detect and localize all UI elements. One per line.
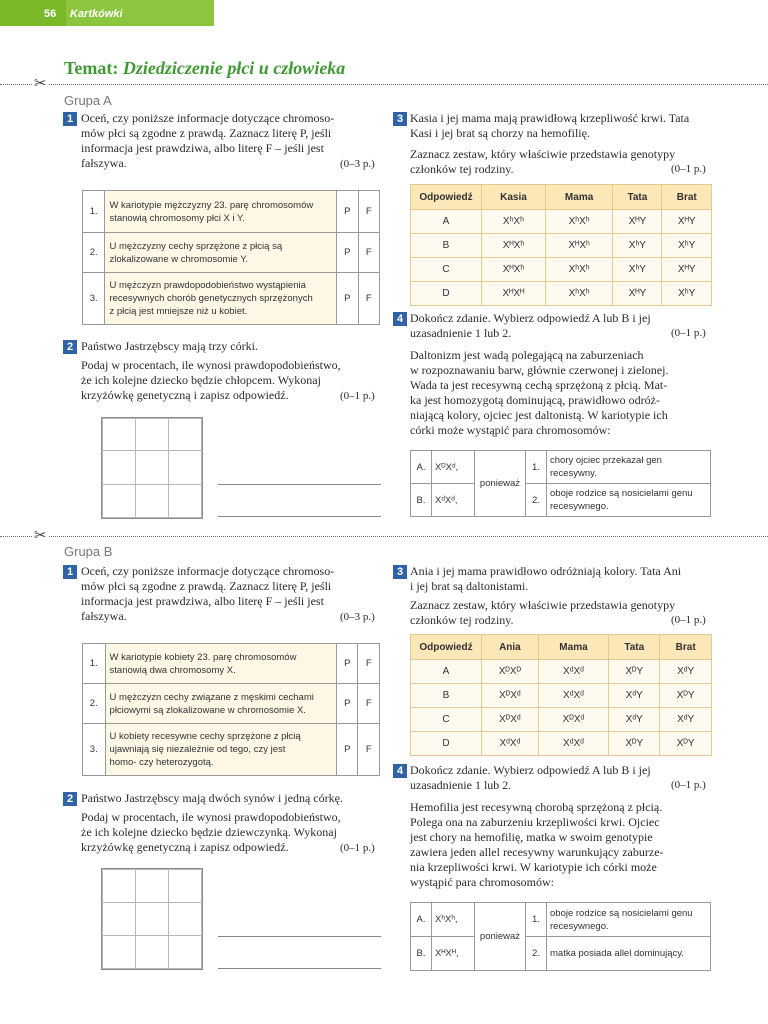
text-line: ka jest homozygotą dominującą, prawidłowo odróż- xyxy=(410,393,660,407)
page-number: 56 xyxy=(0,0,66,26)
title-topic: Dziedziczenie płci u człowieka xyxy=(122,58,346,78)
table-row[interactable] xyxy=(411,258,712,282)
text-line: recesywnego. xyxy=(550,920,609,932)
statement xyxy=(105,191,337,233)
table-row xyxy=(83,644,380,684)
punnett-grid[interactable] xyxy=(101,868,203,970)
option-p[interactable]: P xyxy=(337,233,358,273)
answer-table xyxy=(410,902,711,971)
row-number: 2. xyxy=(83,233,105,273)
text-line: zawiera jeden allel recesywny warunkujący zaburze- xyxy=(410,845,664,859)
column-header: Mama xyxy=(538,635,608,660)
option-f[interactable]: F xyxy=(358,644,380,684)
text-line: Kasia i jej mama mają prawidłową krzepliwość krwi. Tata xyxy=(410,111,690,125)
text-line: Dokończ zdanie. Wybierz odpowiedź A lub B i jej xyxy=(410,763,651,777)
text-line: U mężczyzny cechy sprzężone z płcią są xyxy=(109,240,283,252)
table-row xyxy=(83,273,380,325)
text-line: ujawniają się niezależnie od tego, czy jest xyxy=(109,744,286,755)
table-row[interactable] xyxy=(411,210,712,234)
text-line: nia krzepliwości krwi. W kariotypie ich córki może xyxy=(410,860,657,874)
row-number: 1. xyxy=(83,191,105,233)
text-line: z płcią jest mniejsze niż u kobiet. xyxy=(109,306,248,317)
answer-letter[interactable]: D xyxy=(411,732,482,756)
genotype-cell: XʰY xyxy=(613,234,662,258)
question-text xyxy=(410,763,710,793)
genotype-cell: XᴴXᴴ xyxy=(482,282,546,306)
option-b-value[interactable]: XᴴXᴴ, xyxy=(432,937,475,971)
group-b-label: Grupa B xyxy=(64,544,113,559)
question-number: 4 xyxy=(393,764,407,778)
text-line: chory ojciec przekazał gen xyxy=(550,455,662,466)
text-line: recesywnego. xyxy=(550,501,609,512)
text-line: fałszywa. xyxy=(81,609,127,623)
text-line: wystąpić para chromosomów: xyxy=(410,875,554,889)
genotype-cell: XᴰY xyxy=(660,684,712,708)
genotype-cell: XᴴXʰ xyxy=(545,234,612,258)
text-line: Wada ta jest recesywną cechą sprzężoną z płcią. Mat- xyxy=(410,378,668,392)
text-line: Daltonizm jest wadą polegającą na zaburzeniach xyxy=(410,348,644,362)
question-number: 3 xyxy=(393,565,407,579)
question-number: 4 xyxy=(393,312,407,326)
reason-1-label[interactable]: 1. xyxy=(526,903,547,937)
genotype-cell: XᵈY xyxy=(609,684,660,708)
text-line: zlokalizowane w chromosomie Y. xyxy=(109,253,248,265)
answer-line[interactable] xyxy=(218,516,381,517)
text-line: Dokończ zdanie. Wybierz odpowiedź A lub B i jej xyxy=(410,311,651,325)
text-line: mów płci są zgodne z prawdą. Zaznacz literę P, jeśli xyxy=(81,126,332,140)
text-line: Polega ona na zaburzeniu krzepliwości krwi. Ojciec xyxy=(410,815,660,829)
answer-letter[interactable]: B xyxy=(411,234,482,258)
genotype-cell: XᵈXᵈ xyxy=(482,732,539,756)
cut-line xyxy=(0,84,768,85)
points: (0–1 p.) xyxy=(671,614,706,626)
option-p[interactable]: P xyxy=(336,684,358,724)
column-header: Kasia xyxy=(482,185,546,210)
reason-2-text[interactable] xyxy=(547,484,711,517)
genotype-cell: XʰY xyxy=(662,282,712,306)
text-line: stanowią dwa chromosomy X. xyxy=(109,664,236,676)
genotype-cell: XᴰY xyxy=(609,660,660,684)
question-number: 2 xyxy=(63,340,77,354)
genotype-table xyxy=(410,184,712,306)
text-line: Podaj w procentach, ile wynosi prawdopodobieństwo, xyxy=(81,358,341,372)
points: (0–1 p.) xyxy=(340,390,375,402)
text-line: oboje rodzice są nosicielami genu xyxy=(550,907,693,919)
option-f[interactable]: F xyxy=(358,273,379,325)
genotype-cell: XᵈXᵈ xyxy=(538,732,608,756)
text-line: córki może wystąpić para chromosomów: xyxy=(410,423,611,437)
because-label: ponieważ xyxy=(475,903,526,971)
table-row[interactable] xyxy=(411,660,712,684)
reason-2-label[interactable]: 2. xyxy=(526,484,547,517)
option-b-value[interactable]: XᵈXᵈ, xyxy=(432,484,475,517)
points: (0–1 p.) xyxy=(671,779,706,791)
text-line: członków tej rodziny. xyxy=(410,162,514,176)
answer-line[interactable] xyxy=(218,936,381,937)
column-header: Ania xyxy=(482,635,539,660)
table-header-row xyxy=(411,635,712,660)
text-line: recesywny. xyxy=(550,468,597,479)
genotype-cell: XᴰXᴰ xyxy=(482,660,539,684)
genotype-cell: XʰXʰ xyxy=(545,282,612,306)
genotype-cell: XᴴXʰ xyxy=(482,234,546,258)
genotype-cell: XᵈXᵈ xyxy=(538,684,608,708)
question-text xyxy=(410,564,720,594)
question-text xyxy=(81,564,381,624)
text-line: U mężczyzn prawdopodobieństwo wystąpienia xyxy=(109,280,306,291)
column-header: Tata xyxy=(613,185,662,210)
genotype-cell: XᴰY xyxy=(609,732,660,756)
option-b-label[interactable]: B. xyxy=(411,937,432,971)
text-line: informacja jest prawdziwa, albo literę F – jeśli jest xyxy=(81,594,324,608)
option-p[interactable]: P xyxy=(337,273,358,325)
reason-2-text[interactable]: matka posiada allel dominujący. xyxy=(547,937,711,971)
question-text xyxy=(81,358,381,403)
option-p[interactable]: P xyxy=(336,644,358,684)
because-label: ponieważ xyxy=(475,451,526,517)
option-f[interactable]: F xyxy=(358,233,379,273)
question-text xyxy=(410,311,710,341)
option-a-label[interactable]: A. xyxy=(411,903,432,937)
text-line: Zaznacz zestaw, który właściwie przedstawia genotypy xyxy=(410,147,676,161)
scissors-icon: ✂ xyxy=(34,74,47,92)
table-row[interactable] xyxy=(411,234,712,258)
text-line: informacja jest prawdziwa, albo literę F – jeśli jest xyxy=(81,141,324,155)
option-b-label[interactable]: B. xyxy=(411,484,432,517)
genotype-cell: XᵈY xyxy=(660,660,712,684)
text-line: fałszywa. xyxy=(81,156,127,170)
scissors-icon: ✂ xyxy=(34,526,47,544)
table-row[interactable] xyxy=(411,708,712,732)
option-a-value[interactable]: XʰXʰ, xyxy=(432,903,475,937)
text-line: uzasadnienie 1 lub 2. xyxy=(410,326,512,340)
text-line: krzyżówkę genetyczną i zapisz odpowiedź. xyxy=(81,840,289,854)
table-row xyxy=(83,684,380,724)
answer-letter[interactable]: A xyxy=(411,210,482,234)
statement xyxy=(105,273,337,325)
text-line: W kariotypie mężczyzny 23. parę chromosomów xyxy=(109,199,314,211)
answer-line[interactable] xyxy=(218,484,381,485)
column-header: Odpowiedź xyxy=(411,635,482,660)
text-line: płciowymi są zlokalizowane w chromosomie X. xyxy=(109,704,306,716)
title-prefix: Temat: xyxy=(64,58,119,78)
genotype-cell: XᴴY xyxy=(613,282,662,306)
option-f[interactable]: F xyxy=(358,684,380,724)
option-f[interactable]: F xyxy=(358,191,379,233)
points: (0–1 p.) xyxy=(671,163,706,175)
question-text xyxy=(81,810,381,855)
genotype-cell: XᴰY xyxy=(660,732,712,756)
statement xyxy=(105,684,336,724)
genotype-cell: XᴴY xyxy=(662,210,712,234)
genotype-cell: XʰXʰ xyxy=(545,210,612,234)
text-line: homo- czy heterozygotą. xyxy=(109,757,214,768)
text-line: krzyżówkę genetyczną i zapisz odpowiedź. xyxy=(81,388,289,402)
question-number: 3 xyxy=(393,112,407,126)
genotype-cell: XᵈY xyxy=(660,708,712,732)
genotype-cell: XʰXʰ xyxy=(482,210,546,234)
question-number: 2 xyxy=(63,792,77,806)
genotype-cell: XʰY xyxy=(662,234,712,258)
table-row[interactable] xyxy=(411,732,712,756)
reason-1-text[interactable] xyxy=(547,903,711,937)
cut-line xyxy=(0,536,768,537)
question-first-line: Państwo Jastrzębscy mają dwóch synów i jedną córkę. xyxy=(81,791,343,805)
column-header: Odpowiedź xyxy=(411,185,482,210)
text-line: oboje rodzice są nosicielami genu xyxy=(550,488,693,499)
column-header: Brat xyxy=(662,185,712,210)
table-row xyxy=(83,191,380,233)
answer-line[interactable] xyxy=(218,968,381,969)
true-false-table xyxy=(82,643,380,776)
text-line: U mężczyzn cechy związane z męskimi cechami xyxy=(109,691,314,703)
question-body xyxy=(410,800,715,890)
text-line: Oceń, czy poniższe informacje dotyczące chromoso- xyxy=(81,111,335,125)
text-line: recesywnych chorób genetycznych sprzężonych xyxy=(109,293,313,304)
genotype-cell: XʰY xyxy=(613,258,662,282)
table-row[interactable] xyxy=(411,684,712,708)
option-a-value[interactable]: XᴰXᵈ, xyxy=(432,451,475,484)
text-line: W kariotypie kobiety 23. parę chromosomów xyxy=(109,651,297,663)
genotype-table xyxy=(410,634,712,756)
answer-letter[interactable]: C xyxy=(411,708,482,732)
punnett-grid[interactable] xyxy=(101,417,203,519)
column-header: Mama xyxy=(545,185,612,210)
genotype-cell: XᴴY xyxy=(662,258,712,282)
genotype-cell: XᴰXᵈ xyxy=(482,708,539,732)
option-p[interactable]: P xyxy=(336,724,358,776)
table-header-row xyxy=(411,185,712,210)
points: (0–1 p.) xyxy=(671,327,706,339)
column-header: Brat xyxy=(660,635,712,660)
option-f[interactable]: F xyxy=(358,724,380,776)
genotype-cell: XᴴY xyxy=(613,210,662,234)
genotype-cell: XᵈY xyxy=(609,708,660,732)
statement xyxy=(105,644,336,684)
text-line: U kobiety recesywne cechy sprzężone z płcią xyxy=(109,731,301,742)
option-p[interactable]: P xyxy=(337,191,358,233)
row-number: 2. xyxy=(83,684,106,724)
answer-letter[interactable]: C xyxy=(411,258,482,282)
reason-2-label[interactable]: 2. xyxy=(526,937,547,971)
reason-1-text[interactable] xyxy=(547,451,711,484)
table-row xyxy=(83,233,380,273)
text-line: że ich kolejne dziecko będzie chłopcem. Wykonaj xyxy=(81,373,321,387)
table-row xyxy=(83,724,380,776)
question-text xyxy=(81,111,381,171)
question-text xyxy=(410,111,720,141)
genotype-cell: XʰXʰ xyxy=(545,258,612,282)
text-line: Kasi i jej brat są chorzy na hemofilię. xyxy=(410,126,590,140)
points: (0–3 p.) xyxy=(340,158,375,170)
text-line: Ania i jej mama prawidłowo odróżniają kolory. Tata Ani xyxy=(410,564,682,578)
section-label: Kartkówki xyxy=(66,0,214,26)
points: (0–3 p.) xyxy=(340,611,375,623)
genotype-cell: XᴴXʰ xyxy=(482,258,546,282)
answer-letter[interactable]: D xyxy=(411,282,482,306)
table-row[interactable] xyxy=(411,282,712,306)
text-line: Podaj w procentach, ile wynosi prawdopodobieństwo, xyxy=(81,810,341,824)
reason-1-label[interactable]: 1. xyxy=(526,451,547,484)
question-first-line: Państwo Jastrzębscy mają trzy córki. xyxy=(81,339,258,353)
genotype-cell: XᴰXᵈ xyxy=(538,708,608,732)
genotype-cell: XᵈXᵈ xyxy=(538,660,608,684)
question-body xyxy=(410,348,715,438)
option-a-label[interactable]: A. xyxy=(411,451,432,484)
question-number: 1 xyxy=(63,565,77,579)
answer-table xyxy=(410,450,711,517)
text-line: jest chory na hemofilię, matka w swoim genotypie xyxy=(410,830,653,844)
answer-letter[interactable]: B xyxy=(411,684,482,708)
text-line: niającą kolory, ojciec jest daltonistą. W kariotypie ich xyxy=(410,408,668,422)
true-false-table xyxy=(82,190,380,325)
text-line: uzasadnienie 1 lub 2. xyxy=(410,778,512,792)
row-number: 3. xyxy=(83,273,105,325)
points: (0–1 p.) xyxy=(340,842,375,854)
statement xyxy=(105,233,337,273)
text-line: Zaznacz zestaw, który właściwie przedstawia genotypy xyxy=(410,598,676,612)
group-a-label: Grupa A xyxy=(64,93,112,108)
text-line: w rozpoznawaniu barw, głównie czerwonej i zielonej. xyxy=(410,363,669,377)
text-line: Hemofilia jest recesywną chorobą sprzężoną z płcią. xyxy=(410,800,663,814)
text-line: i jej brat są daltonistami. xyxy=(410,579,529,593)
text-line: członków tej rodziny. xyxy=(410,613,514,627)
genotype-cell: XᴰXᵈ xyxy=(482,684,539,708)
text-line: Oceń, czy poniższe informacje dotyczące chromoso- xyxy=(81,564,335,578)
column-header: Tata xyxy=(609,635,660,660)
text-line: stanowią chromosomy płci X i Y. xyxy=(109,212,245,224)
row-number: 3. xyxy=(83,724,106,776)
text-line: że ich kolejne dziecko będzie dziewczynką. Wykonaj xyxy=(81,825,337,839)
statement xyxy=(105,724,336,776)
row-number: 1. xyxy=(83,644,106,684)
page-title xyxy=(64,58,345,79)
text-line: mów płci są zgodne z prawdą. Zaznacz literę P, jeśli xyxy=(81,579,332,593)
question-number: 1 xyxy=(63,112,77,126)
answer-letter[interactable]: A xyxy=(411,660,482,684)
